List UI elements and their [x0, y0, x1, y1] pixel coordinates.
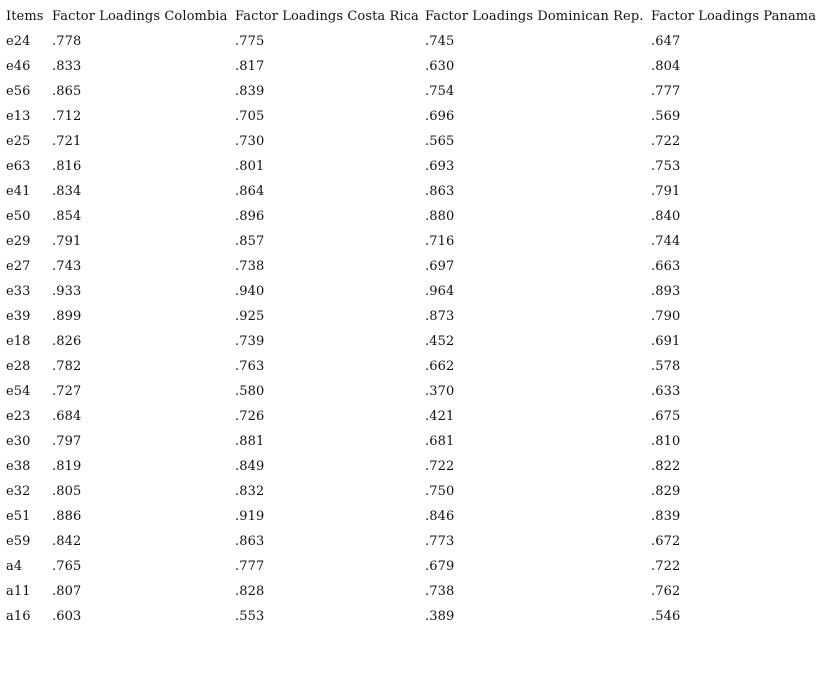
table-header-row [6, 5, 821, 29]
dominican-rep-cell: .662 [425, 359, 455, 374]
panama-cell: .762 [651, 584, 681, 599]
table-row [6, 329, 821, 354]
item-cell: e32 [6, 484, 31, 499]
item-cell: e13 [6, 109, 31, 124]
table-row [6, 279, 821, 304]
table-row [6, 454, 821, 479]
item-cell: e23 [6, 409, 31, 424]
panama-cell: .691 [651, 334, 681, 349]
panama-cell: .840 [651, 209, 681, 224]
factor-loadings-table [6, 5, 821, 629]
header-costa-rica: Factor Loadings Costa Rica [235, 9, 419, 24]
costa-rica-cell: .857 [235, 234, 265, 249]
costa-rica-cell: .839 [235, 84, 265, 99]
colombia-cell: .684 [52, 409, 82, 424]
colombia-cell: .886 [52, 509, 82, 524]
dominican-rep-cell: .370 [425, 384, 455, 399]
table-row [6, 154, 821, 179]
header-items: Items [6, 9, 44, 24]
colombia-cell: .826 [52, 334, 82, 349]
header-dominican-rep: Factor Loadings Dominican Rep. [425, 9, 644, 24]
item-cell: e54 [6, 384, 31, 399]
dominican-rep-cell: .750 [425, 484, 455, 499]
dominican-rep-cell: .696 [425, 109, 455, 124]
costa-rica-cell: .730 [235, 134, 265, 149]
costa-rica-cell: .817 [235, 59, 265, 74]
panama-cell: .822 [651, 459, 681, 474]
header-colombia: Factor Loadings Colombia [52, 9, 228, 24]
panama-cell: .791 [651, 184, 681, 199]
panama-cell: .546 [651, 609, 681, 624]
panama-cell: .578 [651, 359, 681, 374]
header-panama: Factor Loadings Panama [651, 9, 817, 24]
dominican-rep-cell: .722 [425, 459, 455, 474]
panama-cell: .672 [651, 534, 681, 549]
colombia-cell: .899 [52, 309, 82, 324]
dominican-rep-cell: .679 [425, 559, 455, 574]
costa-rica-cell: .919 [235, 509, 265, 524]
dominican-rep-cell: .693 [425, 159, 455, 174]
item-cell: e63 [6, 159, 31, 174]
costa-rica-cell: .881 [235, 434, 265, 449]
panama-cell: .777 [651, 84, 681, 99]
panama-cell: .804 [651, 59, 681, 74]
item-cell: e33 [6, 284, 31, 299]
dominican-rep-cell: .754 [425, 84, 455, 99]
colombia-cell: .765 [52, 559, 82, 574]
colombia-cell: .712 [52, 109, 82, 124]
table-row [6, 129, 821, 154]
table-row [6, 429, 821, 454]
table-row [6, 379, 821, 404]
panama-cell: .633 [651, 384, 681, 399]
colombia-cell: .816 [52, 159, 82, 174]
dominican-rep-cell: .738 [425, 584, 455, 599]
item-cell: e51 [6, 509, 31, 524]
item-cell: e50 [6, 209, 31, 224]
table-row [6, 304, 821, 329]
colombia-cell: .842 [52, 534, 82, 549]
item-cell: a16 [6, 609, 31, 624]
colombia-cell: .721 [52, 134, 82, 149]
panama-cell: .893 [651, 284, 681, 299]
table-row [6, 504, 821, 529]
panama-cell: .722 [651, 134, 681, 149]
colombia-cell: .819 [52, 459, 82, 474]
panama-cell: .675 [651, 409, 681, 424]
item-cell: a4 [6, 559, 23, 574]
table-row [6, 179, 821, 204]
item-cell: e25 [6, 134, 31, 149]
item-cell: e59 [6, 534, 31, 549]
colombia-cell: .797 [52, 434, 82, 449]
dominican-rep-cell: .565 [425, 134, 455, 149]
table-row [6, 29, 821, 54]
table-row [6, 79, 821, 104]
colombia-cell: .782 [52, 359, 82, 374]
item-cell: e24 [6, 34, 31, 49]
dominican-rep-cell: .697 [425, 259, 455, 274]
panama-cell: .790 [651, 309, 681, 324]
table-row [6, 54, 821, 79]
table-row [6, 604, 821, 629]
dominican-rep-cell: .773 [425, 534, 455, 549]
costa-rica-cell: .863 [235, 534, 265, 549]
item-cell: e30 [6, 434, 31, 449]
table-row [6, 479, 821, 504]
costa-rica-cell: .775 [235, 34, 265, 49]
costa-rica-cell: .832 [235, 484, 265, 499]
colombia-cell: .854 [52, 209, 82, 224]
panama-cell: .829 [651, 484, 681, 499]
dominican-rep-cell: .964 [425, 284, 455, 299]
dominican-rep-cell: .452 [425, 334, 455, 349]
table-row [6, 229, 821, 254]
item-cell: e38 [6, 459, 31, 474]
costa-rica-cell: .801 [235, 159, 265, 174]
item-cell: e46 [6, 59, 31, 74]
item-cell: e27 [6, 259, 31, 274]
costa-rica-cell: .580 [235, 384, 265, 399]
item-cell: e41 [6, 184, 31, 199]
item-cell: e28 [6, 359, 31, 374]
colombia-cell: .743 [52, 259, 82, 274]
item-cell: a11 [6, 584, 31, 599]
costa-rica-cell: .726 [235, 409, 265, 424]
panama-cell: .753 [651, 159, 681, 174]
costa-rica-cell: .739 [235, 334, 265, 349]
panama-cell: .569 [651, 109, 681, 124]
colombia-cell: .603 [52, 609, 82, 624]
table-row [6, 554, 821, 579]
dominican-rep-cell: .873 [425, 309, 455, 324]
colombia-cell: .833 [52, 59, 82, 74]
item-cell: e56 [6, 84, 31, 99]
dominican-rep-cell: .630 [425, 59, 455, 74]
colombia-cell: .778 [52, 34, 82, 49]
item-cell: e29 [6, 234, 31, 249]
table-row [6, 354, 821, 379]
table-row [6, 204, 821, 229]
panama-cell: .663 [651, 259, 681, 274]
dominican-rep-cell: .681 [425, 434, 455, 449]
item-cell: e39 [6, 309, 31, 324]
costa-rica-cell: .864 [235, 184, 265, 199]
panama-cell: .722 [651, 559, 681, 574]
costa-rica-cell: .828 [235, 584, 265, 599]
panama-cell: .810 [651, 434, 681, 449]
dominican-rep-cell: .421 [425, 409, 455, 424]
item-cell: e18 [6, 334, 31, 349]
costa-rica-cell: .763 [235, 359, 265, 374]
costa-rica-cell: .849 [235, 459, 265, 474]
dominican-rep-cell: .716 [425, 234, 455, 249]
colombia-cell: .791 [52, 234, 82, 249]
colombia-cell: .834 [52, 184, 82, 199]
dominican-rep-cell: .389 [425, 609, 455, 624]
table-row [6, 529, 821, 554]
dominican-rep-cell: .846 [425, 509, 455, 524]
panama-cell: .647 [651, 34, 681, 49]
dominican-rep-cell: .863 [425, 184, 455, 199]
dominican-rep-cell: .745 [425, 34, 455, 49]
costa-rica-cell: .553 [235, 609, 265, 624]
costa-rica-cell: .896 [235, 209, 265, 224]
costa-rica-cell: .705 [235, 109, 265, 124]
panama-cell: .744 [651, 234, 681, 249]
costa-rica-cell: .940 [235, 284, 265, 299]
colombia-cell: .933 [52, 284, 82, 299]
dominican-rep-cell: .880 [425, 209, 455, 224]
table-row [6, 254, 821, 279]
table-row [6, 104, 821, 129]
costa-rica-cell: .925 [235, 309, 265, 324]
colombia-cell: .805 [52, 484, 82, 499]
costa-rica-cell: .738 [235, 259, 265, 274]
colombia-cell: .807 [52, 584, 82, 599]
table-row [6, 579, 821, 604]
colombia-cell: .865 [52, 84, 82, 99]
table-row [6, 404, 821, 429]
table-body [6, 29, 821, 629]
costa-rica-cell: .777 [235, 559, 265, 574]
panama-cell: .839 [651, 509, 681, 524]
colombia-cell: .727 [52, 384, 82, 399]
